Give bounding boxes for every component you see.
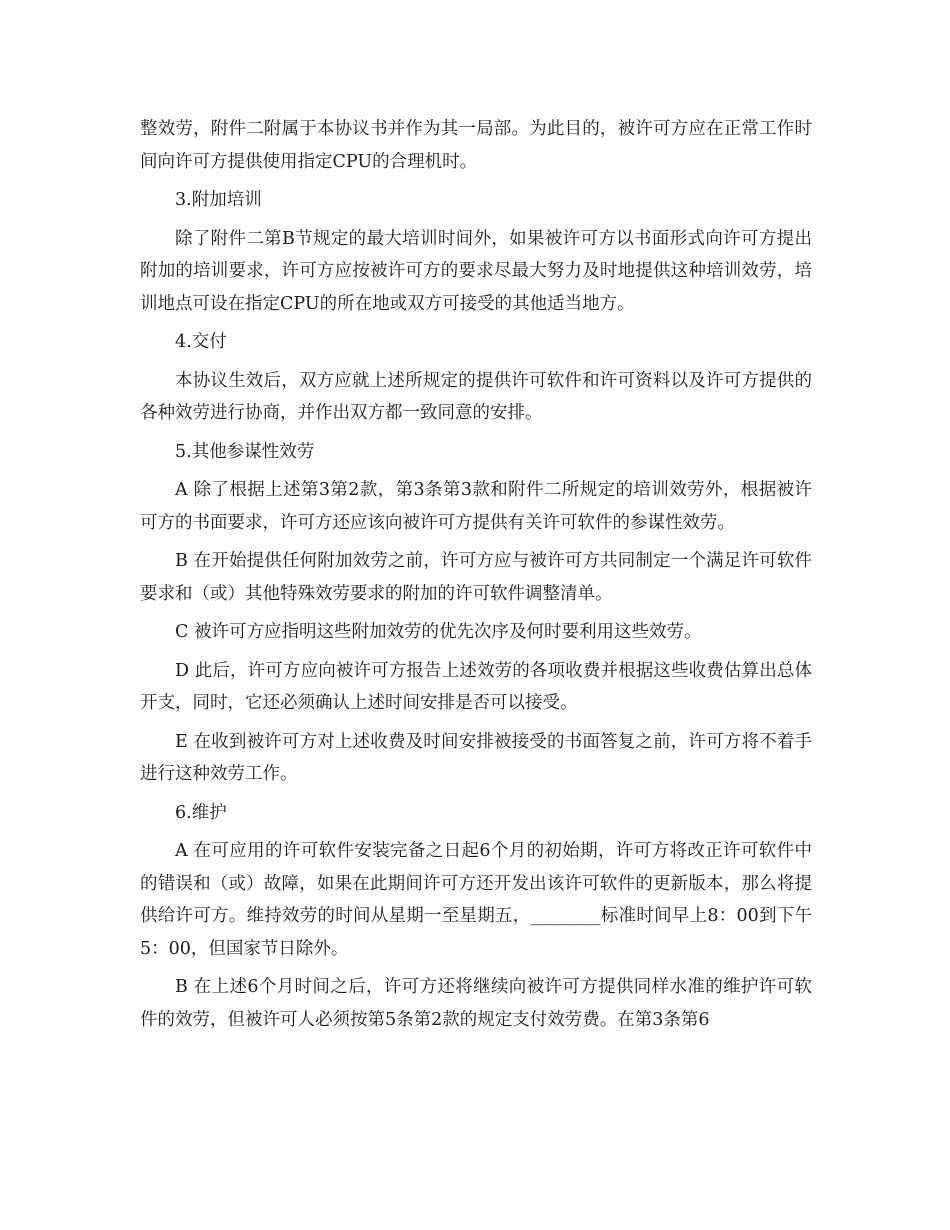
paragraph-consulting-b: B 在开始提供任何附加效劳之前，许可方应与被许可方共同制定一个满足许可软件要求和（或）其他特殊效劳要求的附加的许可软件调整清单。 [140, 551, 812, 604]
paragraph-delivery: 本协议生效后，双方应就上述所规定的提供许可软件和许可资料以及许可方提供的各种效劳进行协商，并作出双方都一致同意的安排。 [140, 370, 812, 423]
paragraph-consulting-c: C 被许可方应指明这些附加效劳的优先次序及何时要利用这些效劳。 [175, 622, 702, 642]
section-heading-3: 3.附加培训 [175, 190, 262, 210]
paragraph-consulting-a: A 除了根据上述第3第2款，第3条第3款和附件二所规定的培训效劳外，根据被许可方的书面要求，许可方还应该向被许可方提供有关许可软件的参谋性效劳。 [140, 480, 812, 533]
paragraph-consulting-e: E 在收到被许可方对上述收费及时间安排被接受的书面答复之前，许可方将不着手进行这种效劳工作。 [140, 731, 812, 784]
paragraph-continuation: 整效劳，附件二附属于本协议书并作为其一局部。为此目的，被许可方应在正常工作时间向许可方提供使用指定CPU的合理机时。 [140, 119, 812, 172]
paragraph-training: 除了附件二第B节规定的最大培训时间外，如果被许可方以书面形式向许可方提出附加的培训要求，许可方应按被许可方的要求尽最大努力及时地提供这种培训效劳，培训地点可设在指定CPU的所在地或双方可接受的其他适当地方。 [140, 228, 812, 314]
section-heading-4: 4.交付 [175, 332, 227, 352]
paragraph-consulting-d: D 此后，许可方应向被许可方报告上述效劳的各项收费并根据这些收费估算出总体开支，同时，它还必须确认上述时间安排是否可以接受。 [140, 660, 812, 713]
section-heading-6: 6.维护 [175, 802, 227, 823]
document-page [140, 113, 812, 1036]
paragraph-maintenance-b: B 在上述6个月时间之后，许可方还将继续向被许可方提供同样水准的维护许可软件的效劳，但被许可人必须按第5条第2款的规定支付效劳费。在第3条第6 [140, 977, 812, 1030]
paragraph-maintenance-a: A 在可应用的许可软件安装完备之日起6个月的初始期，许可方将改正许可软件中的错误和（或）故障，如果在此期间许可方还开发出该许可软件的更新版本，那么将提供给许可方。维持效劳的时间从星期一至星期五，________标准时间早上8：00到下午5：00，但国家节日除外。 [140, 841, 812, 959]
section-heading-5: 5.其他参谋性效劳 [175, 441, 315, 462]
